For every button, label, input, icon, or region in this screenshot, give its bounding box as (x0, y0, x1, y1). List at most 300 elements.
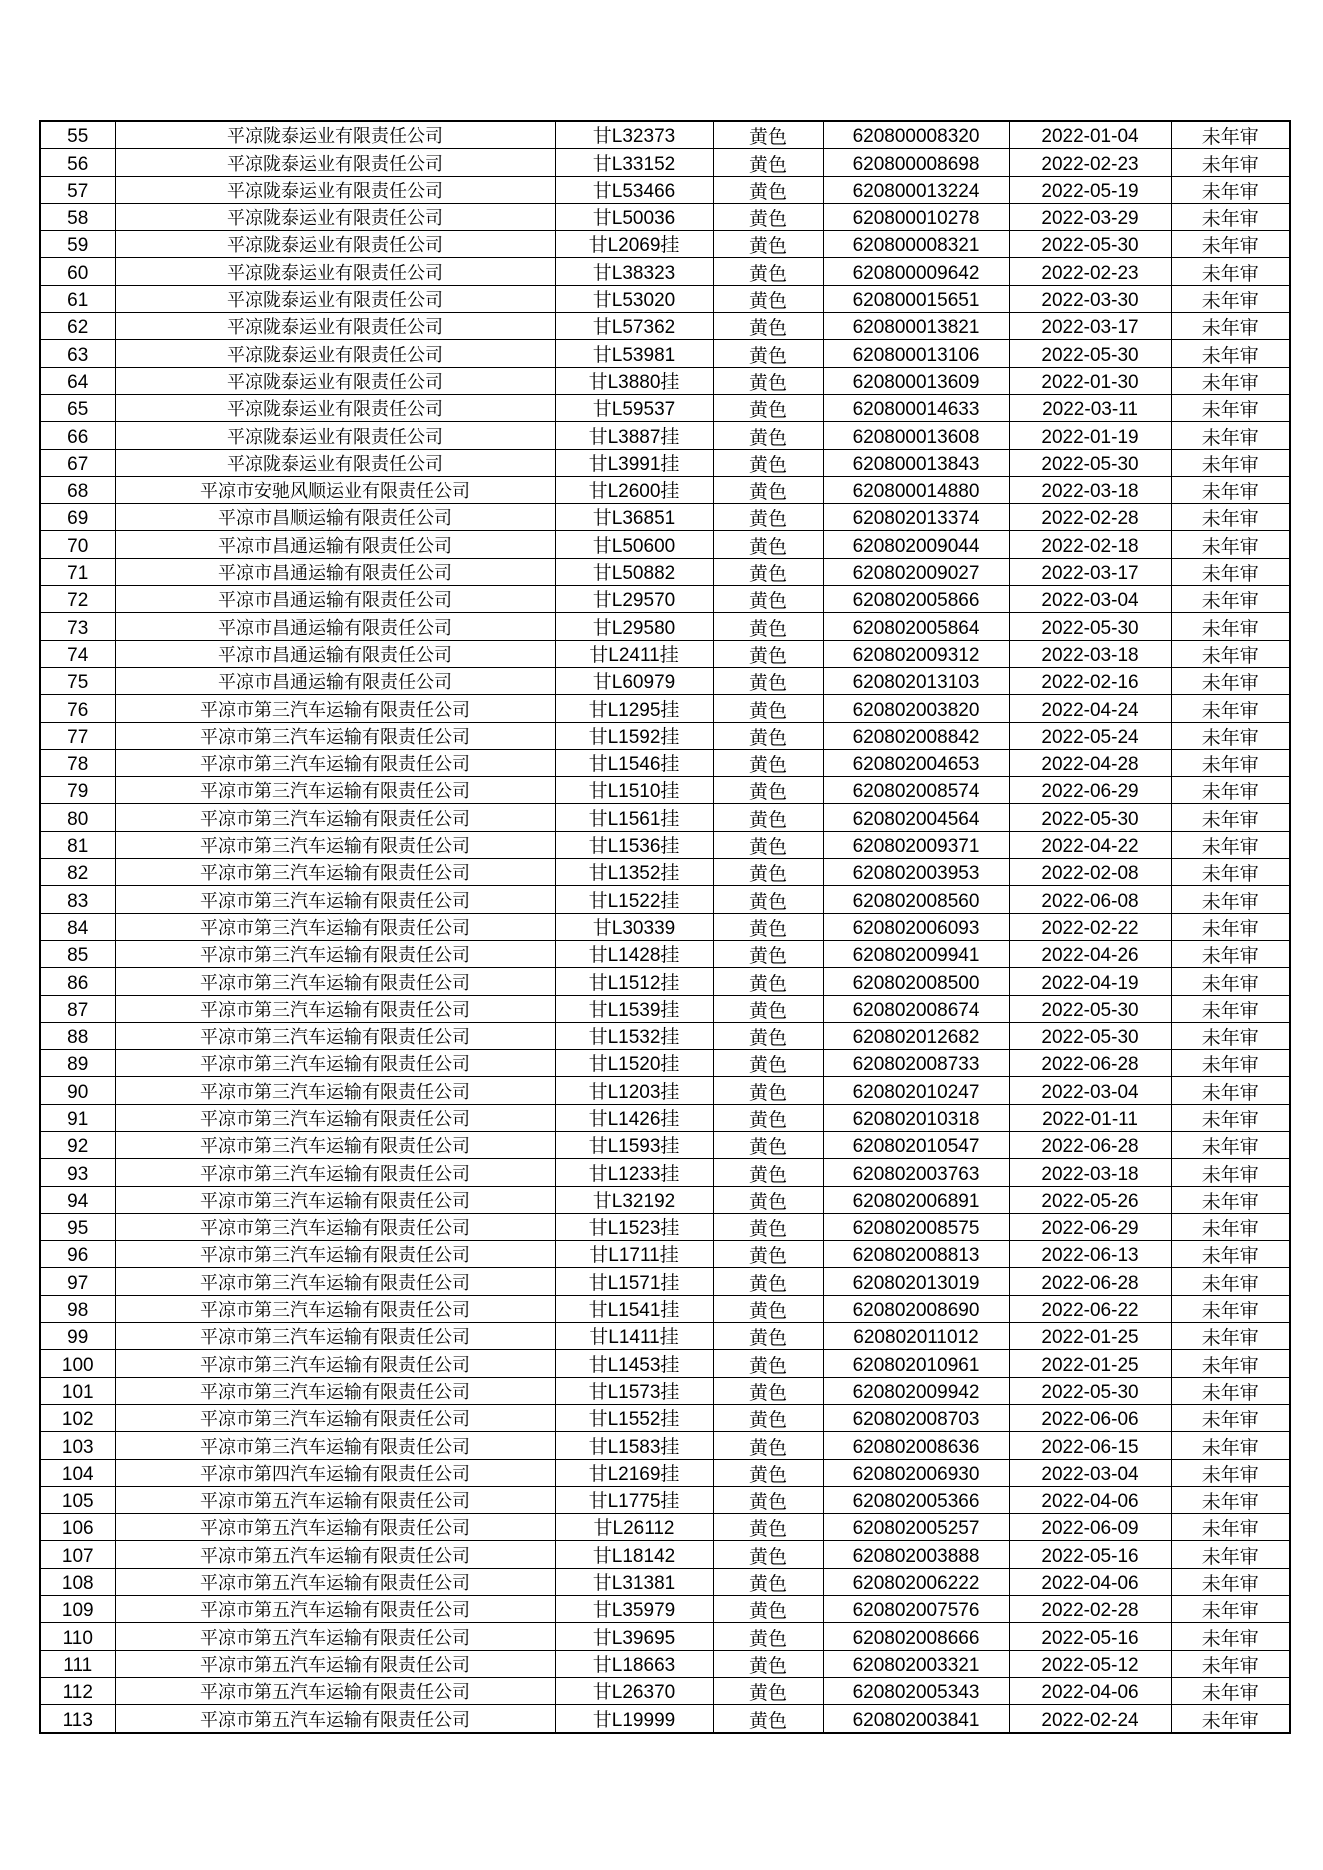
plate-cell: 甘L29580 (555, 613, 713, 640)
plate-cell: 甘L31381 (555, 1568, 713, 1595)
table-row (40, 1268, 1290, 1295)
permit-number-cell: 620802013374 (823, 504, 1009, 531)
plate-color-cell: 黄色 (713, 531, 823, 558)
plate-color-cell: 黄色 (713, 722, 823, 749)
audit-status-cell: 未年审 (1171, 449, 1290, 476)
permit-number-cell: 620800008320 (823, 121, 1009, 149)
table-row (40, 1159, 1290, 1186)
plate-cell: 甘L1428挂 (555, 940, 713, 967)
plate-color-cell: 黄色 (713, 1104, 823, 1131)
table-row (40, 1377, 1290, 1404)
permit-number-cell: 620800014633 (823, 394, 1009, 421)
plate-cell: 甘L59537 (555, 394, 713, 421)
permit-number-cell: 620800013609 (823, 367, 1009, 394)
table-row (40, 1350, 1290, 1377)
table-row (40, 1541, 1290, 1568)
company-cell: 平凉陇泰运业有限责任公司 (115, 367, 555, 394)
row-number-cell: 105 (40, 1486, 115, 1513)
row-number-cell: 70 (40, 531, 115, 558)
plate-color-cell: 黄色 (713, 367, 823, 394)
plate-cell: 甘L26112 (555, 1514, 713, 1541)
plate-cell: 甘L33152 (555, 149, 713, 176)
expiry-date-cell: 2022-05-30 (1009, 804, 1171, 831)
expiry-date-cell: 2022-04-22 (1009, 831, 1171, 858)
plate-color-cell: 黄色 (713, 1022, 823, 1049)
table-row (40, 886, 1290, 913)
audit-status-cell: 未年审 (1171, 586, 1290, 613)
plate-cell: 甘L1592挂 (555, 722, 713, 749)
table-row (40, 777, 1290, 804)
row-number-cell: 110 (40, 1623, 115, 1650)
expiry-date-cell: 2022-03-17 (1009, 558, 1171, 585)
plate-color-cell: 黄色 (713, 285, 823, 312)
permit-number-cell: 620802009941 (823, 940, 1009, 967)
row-number-cell: 85 (40, 940, 115, 967)
expiry-date-cell: 2022-02-22 (1009, 913, 1171, 940)
company-cell: 平凉市第三汽车运输有限责任公司 (115, 1104, 555, 1131)
table-body (40, 121, 1290, 1733)
permit-number-cell: 620802006093 (823, 913, 1009, 940)
audit-status-cell: 未年审 (1171, 1159, 1290, 1186)
table-row (40, 203, 1290, 230)
company-cell: 平凉市昌顺运输有限责任公司 (115, 504, 555, 531)
expiry-date-cell: 2022-03-18 (1009, 1159, 1171, 1186)
company-cell: 平凉市第五汽车运输有限责任公司 (115, 1568, 555, 1595)
permit-number-cell: 620802010247 (823, 1077, 1009, 1104)
company-cell: 平凉市第三汽车运输有限责任公司 (115, 1050, 555, 1077)
audit-status-cell: 未年审 (1171, 504, 1290, 531)
table-row (40, 913, 1290, 940)
permit-number-cell: 620802005864 (823, 613, 1009, 640)
expiry-date-cell: 2022-05-19 (1009, 176, 1171, 203)
plate-cell: 甘L53020 (555, 285, 713, 312)
plate-cell: 甘L1532挂 (555, 1022, 713, 1049)
expiry-date-cell: 2022-03-04 (1009, 1077, 1171, 1104)
audit-status-cell: 未年审 (1171, 1323, 1290, 1350)
row-number-cell: 67 (40, 449, 115, 476)
row-number-cell: 77 (40, 722, 115, 749)
row-number-cell: 101 (40, 1377, 115, 1404)
audit-status-cell: 未年审 (1171, 968, 1290, 995)
row-number-cell: 78 (40, 749, 115, 776)
audit-status-cell: 未年审 (1171, 1295, 1290, 1322)
audit-status-cell: 未年审 (1171, 531, 1290, 558)
audit-status-cell: 未年审 (1171, 913, 1290, 940)
permit-number-cell: 620800010278 (823, 203, 1009, 230)
expiry-date-cell: 2022-03-04 (1009, 1459, 1171, 1486)
company-cell: 平凉市第三汽车运输有限责任公司 (115, 804, 555, 831)
permit-number-cell: 620802010547 (823, 1131, 1009, 1158)
plate-cell: 甘L2600挂 (555, 476, 713, 503)
table-row (40, 1486, 1290, 1513)
audit-status-cell: 未年审 (1171, 422, 1290, 449)
audit-status-cell: 未年审 (1171, 722, 1290, 749)
audit-status-cell: 未年审 (1171, 258, 1290, 285)
audit-status-cell: 未年审 (1171, 1623, 1290, 1650)
audit-status-cell: 未年审 (1171, 1705, 1290, 1733)
row-number-cell: 75 (40, 667, 115, 694)
plate-color-cell: 黄色 (713, 558, 823, 585)
plate-cell: 甘L3887挂 (555, 422, 713, 449)
row-number-cell: 94 (40, 1186, 115, 1213)
row-number-cell: 106 (40, 1514, 115, 1541)
audit-status-cell: 未年审 (1171, 1077, 1290, 1104)
company-cell: 平凉市第五汽车运输有限责任公司 (115, 1541, 555, 1568)
row-number-cell: 87 (40, 995, 115, 1022)
row-number-cell: 96 (40, 1241, 115, 1268)
company-cell: 平凉市第三汽车运输有限责任公司 (115, 1377, 555, 1404)
audit-status-cell: 未年审 (1171, 1432, 1290, 1459)
audit-status-cell: 未年审 (1171, 149, 1290, 176)
plate-color-cell: 黄色 (713, 777, 823, 804)
expiry-date-cell: 2022-04-06 (1009, 1568, 1171, 1595)
permit-number-cell: 620802010961 (823, 1350, 1009, 1377)
company-cell: 平凉市第三汽车运输有限责任公司 (115, 1241, 555, 1268)
plate-color-cell: 黄色 (713, 1596, 823, 1623)
plate-color-cell: 黄色 (713, 231, 823, 258)
plate-cell: 甘L26370 (555, 1677, 713, 1704)
expiry-date-cell: 2022-03-17 (1009, 313, 1171, 340)
row-number-cell: 71 (40, 558, 115, 585)
plate-color-cell: 黄色 (713, 1323, 823, 1350)
plate-color-cell: 黄色 (713, 422, 823, 449)
row-number-cell: 80 (40, 804, 115, 831)
plate-cell: 甘L50036 (555, 203, 713, 230)
row-number-cell: 68 (40, 476, 115, 503)
company-cell: 平凉市第三汽车运输有限责任公司 (115, 1077, 555, 1104)
plate-color-cell: 黄色 (713, 340, 823, 367)
permit-number-cell: 620802008813 (823, 1241, 1009, 1268)
plate-cell: 甘L53981 (555, 340, 713, 367)
plate-cell: 甘L1426挂 (555, 1104, 713, 1131)
audit-status-cell: 未年审 (1171, 695, 1290, 722)
plate-color-cell: 黄色 (713, 1213, 823, 1240)
row-number-cell: 82 (40, 859, 115, 886)
permit-number-cell: 620802009027 (823, 558, 1009, 585)
row-number-cell: 95 (40, 1213, 115, 1240)
expiry-date-cell: 2022-05-16 (1009, 1541, 1171, 1568)
audit-status-cell: 未年审 (1171, 640, 1290, 667)
company-cell: 平凉市第三汽车运输有限责任公司 (115, 886, 555, 913)
table-row (40, 285, 1290, 312)
permit-number-cell: 620802008636 (823, 1432, 1009, 1459)
plate-cell: 甘L1573挂 (555, 1377, 713, 1404)
audit-status-cell: 未年审 (1171, 1596, 1290, 1623)
plate-cell: 甘L2411挂 (555, 640, 713, 667)
plate-color-cell: 黄色 (713, 1131, 823, 1158)
audit-status-cell: 未年审 (1171, 804, 1290, 831)
row-number-cell: 64 (40, 367, 115, 394)
expiry-date-cell: 2022-06-28 (1009, 1268, 1171, 1295)
expiry-date-cell: 2022-04-06 (1009, 1677, 1171, 1704)
audit-status-cell: 未年审 (1171, 231, 1290, 258)
plate-color-cell: 黄色 (713, 1186, 823, 1213)
company-cell: 平凉市安驰风顺运业有限责任公司 (115, 476, 555, 503)
permit-number-cell: 620800013224 (823, 176, 1009, 203)
expiry-date-cell: 2022-05-30 (1009, 1377, 1171, 1404)
expiry-date-cell: 2022-03-18 (1009, 476, 1171, 503)
company-cell: 平凉陇泰运业有限责任公司 (115, 394, 555, 421)
company-cell: 平凉市第三汽车运输有限责任公司 (115, 995, 555, 1022)
expiry-date-cell: 2022-01-25 (1009, 1323, 1171, 1350)
company-cell: 平凉市昌通运输有限责任公司 (115, 586, 555, 613)
permit-number-cell: 620802013103 (823, 667, 1009, 694)
table-row (40, 1623, 1290, 1650)
plate-color-cell: 黄色 (713, 913, 823, 940)
permit-number-cell: 620802008733 (823, 1050, 1009, 1077)
row-number-cell: 103 (40, 1432, 115, 1459)
audit-status-cell: 未年审 (1171, 1377, 1290, 1404)
permit-number-cell: 620802007576 (823, 1596, 1009, 1623)
plate-cell: 甘L1510挂 (555, 777, 713, 804)
audit-status-cell: 未年审 (1171, 1541, 1290, 1568)
audit-status-cell: 未年审 (1171, 995, 1290, 1022)
table-row (40, 940, 1290, 967)
company-cell: 平凉市第三汽车运输有限责任公司 (115, 1159, 555, 1186)
audit-status-cell: 未年审 (1171, 1050, 1290, 1077)
permit-number-cell: 620802005257 (823, 1514, 1009, 1541)
plate-cell: 甘L32373 (555, 121, 713, 149)
expiry-date-cell: 2022-01-30 (1009, 367, 1171, 394)
plate-color-cell: 黄色 (713, 1377, 823, 1404)
plate-cell: 甘L53466 (555, 176, 713, 203)
plate-cell: 甘L18142 (555, 1541, 713, 1568)
company-cell: 平凉陇泰运业有限责任公司 (115, 285, 555, 312)
row-number-cell: 62 (40, 313, 115, 340)
permit-number-cell: 620802006222 (823, 1568, 1009, 1595)
row-number-cell: 92 (40, 1131, 115, 1158)
row-number-cell: 79 (40, 777, 115, 804)
company-cell: 平凉市第五汽车运输有限责任公司 (115, 1596, 555, 1623)
row-number-cell: 107 (40, 1541, 115, 1568)
company-cell: 平凉陇泰运业有限责任公司 (115, 203, 555, 230)
permit-number-cell: 620802003763 (823, 1159, 1009, 1186)
permit-number-cell: 620802003321 (823, 1650, 1009, 1677)
table-row (40, 1050, 1290, 1077)
row-number-cell: 90 (40, 1077, 115, 1104)
permit-number-cell: 620800008321 (823, 231, 1009, 258)
plate-color-cell: 黄色 (713, 476, 823, 503)
audit-status-cell: 未年审 (1171, 340, 1290, 367)
expiry-date-cell: 2022-01-04 (1009, 121, 1171, 149)
company-cell: 平凉市第三汽车运输有限责任公司 (115, 913, 555, 940)
company-cell: 平凉市第三汽车运输有限责任公司 (115, 1323, 555, 1350)
plate-cell: 甘L1711挂 (555, 1241, 713, 1268)
plate-color-cell: 黄色 (713, 613, 823, 640)
expiry-date-cell: 2022-06-15 (1009, 1432, 1171, 1459)
audit-status-cell: 未年审 (1171, 1213, 1290, 1240)
row-number-cell: 81 (40, 831, 115, 858)
vehicle-table-page (39, 120, 1289, 1734)
row-number-cell: 76 (40, 695, 115, 722)
expiry-date-cell: 2022-06-22 (1009, 1295, 1171, 1322)
plate-cell: 甘L38323 (555, 258, 713, 285)
company-cell: 平凉市昌通运输有限责任公司 (115, 531, 555, 558)
plate-cell: 甘L1523挂 (555, 1213, 713, 1240)
plate-color-cell: 黄色 (713, 749, 823, 776)
expiry-date-cell: 2022-06-29 (1009, 1213, 1171, 1240)
expiry-date-cell: 2022-01-25 (1009, 1350, 1171, 1377)
audit-status-cell: 未年审 (1171, 749, 1290, 776)
permit-number-cell: 620800009642 (823, 258, 1009, 285)
table-row (40, 340, 1290, 367)
row-number-cell: 60 (40, 258, 115, 285)
audit-status-cell: 未年审 (1171, 1104, 1290, 1131)
company-cell: 平凉市第五汽车运输有限责任公司 (115, 1705, 555, 1733)
plate-color-cell: 黄色 (713, 667, 823, 694)
plate-cell: 甘L35979 (555, 1596, 713, 1623)
company-cell: 平凉市第三汽车运输有限责任公司 (115, 859, 555, 886)
plate-cell: 甘L1512挂 (555, 968, 713, 995)
row-number-cell: 91 (40, 1104, 115, 1131)
table-row (40, 995, 1290, 1022)
permit-number-cell: 620802008674 (823, 995, 1009, 1022)
table-row (40, 1459, 1290, 1486)
expiry-date-cell: 2022-05-16 (1009, 1623, 1171, 1650)
plate-cell: 甘L1352挂 (555, 859, 713, 886)
expiry-date-cell: 2022-02-28 (1009, 1596, 1171, 1623)
expiry-date-cell: 2022-03-30 (1009, 285, 1171, 312)
company-cell: 平凉陇泰运业有限责任公司 (115, 313, 555, 340)
table-row (40, 1077, 1290, 1104)
permit-number-cell: 620802013019 (823, 1268, 1009, 1295)
table-row (40, 859, 1290, 886)
permit-number-cell: 620802008560 (823, 886, 1009, 913)
company-cell: 平凉陇泰运业有限责任公司 (115, 258, 555, 285)
permit-number-cell: 620802012682 (823, 1022, 1009, 1049)
company-cell: 平凉市昌通运输有限责任公司 (115, 667, 555, 694)
permit-number-cell: 620802004564 (823, 804, 1009, 831)
row-number-cell: 55 (40, 121, 115, 149)
audit-status-cell: 未年审 (1171, 1241, 1290, 1268)
expiry-date-cell: 2022-04-28 (1009, 749, 1171, 776)
audit-status-cell: 未年审 (1171, 777, 1290, 804)
permit-number-cell: 620802003953 (823, 859, 1009, 886)
plate-color-cell: 黄色 (713, 1295, 823, 1322)
expiry-date-cell: 2022-06-28 (1009, 1050, 1171, 1077)
plate-color-cell: 黄色 (713, 1514, 823, 1541)
company-cell: 平凉市第四汽车运输有限责任公司 (115, 1459, 555, 1486)
plate-cell: 甘L1593挂 (555, 1131, 713, 1158)
table-row (40, 640, 1290, 667)
audit-status-cell: 未年审 (1171, 1131, 1290, 1158)
plate-color-cell: 黄色 (713, 586, 823, 613)
table-row (40, 149, 1290, 176)
expiry-date-cell: 2022-05-30 (1009, 449, 1171, 476)
plate-cell: 甘L1583挂 (555, 1432, 713, 1459)
plate-color-cell: 黄色 (713, 258, 823, 285)
plate-color-cell: 黄色 (713, 449, 823, 476)
plate-color-cell: 黄色 (713, 1459, 823, 1486)
plate-color-cell: 黄色 (713, 149, 823, 176)
audit-status-cell: 未年审 (1171, 313, 1290, 340)
company-cell: 平凉陇泰运业有限责任公司 (115, 176, 555, 203)
plate-color-cell: 黄色 (713, 1241, 823, 1268)
table-row (40, 968, 1290, 995)
row-number-cell: 99 (40, 1323, 115, 1350)
expiry-date-cell: 2022-02-24 (1009, 1705, 1171, 1733)
permit-number-cell: 620802005343 (823, 1677, 1009, 1704)
plate-cell: 甘L60979 (555, 667, 713, 694)
permit-number-cell: 620800013106 (823, 340, 1009, 367)
permit-number-cell: 620802004653 (823, 749, 1009, 776)
permit-number-cell: 620800013843 (823, 449, 1009, 476)
expiry-date-cell: 2022-06-28 (1009, 1131, 1171, 1158)
expiry-date-cell: 2022-05-30 (1009, 1022, 1171, 1049)
expiry-date-cell: 2022-05-30 (1009, 340, 1171, 367)
row-number-cell: 100 (40, 1350, 115, 1377)
permit-number-cell: 620802008666 (823, 1623, 1009, 1650)
plate-cell: 甘L3880挂 (555, 367, 713, 394)
permit-number-cell: 620802006930 (823, 1459, 1009, 1486)
row-number-cell: 65 (40, 394, 115, 421)
plate-color-cell: 黄色 (713, 1705, 823, 1733)
permit-number-cell: 620800014880 (823, 476, 1009, 503)
plate-color-cell: 黄色 (713, 121, 823, 149)
permit-number-cell: 620802008574 (823, 777, 1009, 804)
row-number-cell: 57 (40, 176, 115, 203)
expiry-date-cell: 2022-05-30 (1009, 231, 1171, 258)
table-row (40, 1295, 1290, 1322)
plate-cell: 甘L1536挂 (555, 831, 713, 858)
table-row (40, 695, 1290, 722)
row-number-cell: 97 (40, 1268, 115, 1295)
company-cell: 平凉市第五汽车运输有限责任公司 (115, 1486, 555, 1513)
expiry-date-cell: 2022-06-13 (1009, 1241, 1171, 1268)
expiry-date-cell: 2022-04-06 (1009, 1486, 1171, 1513)
row-number-cell: 108 (40, 1568, 115, 1595)
expiry-date-cell: 2022-05-30 (1009, 613, 1171, 640)
company-cell: 平凉陇泰运业有限责任公司 (115, 340, 555, 367)
permit-number-cell: 620802003888 (823, 1541, 1009, 1568)
company-cell: 平凉陇泰运业有限责任公司 (115, 449, 555, 476)
plate-color-cell: 黄色 (713, 1541, 823, 1568)
audit-status-cell: 未年审 (1171, 859, 1290, 886)
plate-color-cell: 黄色 (713, 1568, 823, 1595)
company-cell: 平凉市第三汽车运输有限责任公司 (115, 695, 555, 722)
table-row (40, 613, 1290, 640)
plate-color-cell: 黄色 (713, 1077, 823, 1104)
plate-color-cell: 黄色 (713, 968, 823, 995)
table-row (40, 231, 1290, 258)
audit-status-cell: 未年审 (1171, 1677, 1290, 1704)
expiry-date-cell: 2022-02-23 (1009, 149, 1171, 176)
expiry-date-cell: 2022-05-12 (1009, 1650, 1171, 1677)
table-row (40, 722, 1290, 749)
plate-cell: 甘L1233挂 (555, 1159, 713, 1186)
table-row (40, 1323, 1290, 1350)
permit-number-cell: 620802010318 (823, 1104, 1009, 1131)
company-cell: 平凉市第五汽车运输有限责任公司 (115, 1623, 555, 1650)
plate-color-cell: 黄色 (713, 1159, 823, 1186)
plate-cell: 甘L1453挂 (555, 1350, 713, 1377)
table-row (40, 1514, 1290, 1541)
row-number-cell: 111 (40, 1650, 115, 1677)
audit-status-cell: 未年审 (1171, 1022, 1290, 1049)
expiry-date-cell: 2022-01-11 (1009, 1104, 1171, 1131)
company-cell: 平凉市昌通运输有限责任公司 (115, 613, 555, 640)
plate-cell: 甘L2069挂 (555, 231, 713, 258)
plate-cell: 甘L39695 (555, 1623, 713, 1650)
permit-number-cell: 620802009312 (823, 640, 1009, 667)
permit-number-cell: 620802008703 (823, 1404, 1009, 1431)
row-number-cell: 104 (40, 1459, 115, 1486)
company-cell: 平凉市第三汽车运输有限责任公司 (115, 940, 555, 967)
audit-status-cell: 未年审 (1171, 831, 1290, 858)
expiry-date-cell: 2022-04-19 (1009, 968, 1171, 995)
audit-status-cell: 未年审 (1171, 1486, 1290, 1513)
table-row (40, 1705, 1290, 1733)
